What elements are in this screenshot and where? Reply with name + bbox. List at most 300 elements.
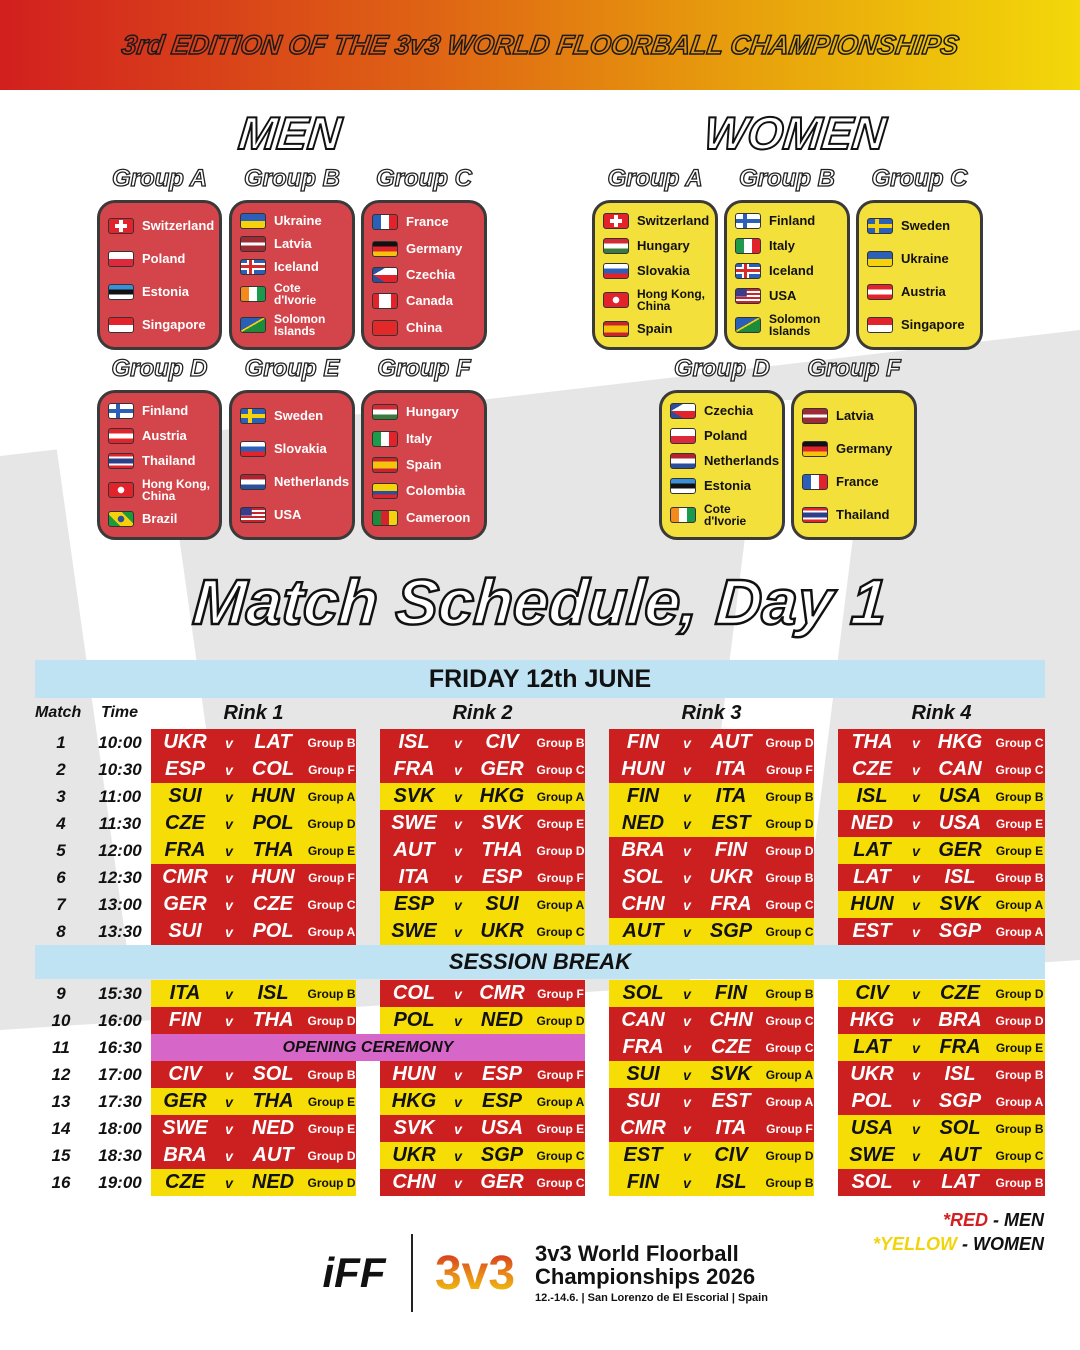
home-team: LAT [853,1036,891,1058]
match-cell-rink-3 [609,783,814,810]
away-team: FRA [710,893,752,915]
match-group: Group E [307,1094,356,1109]
match-cell-rink-4 [838,1142,1045,1169]
team-entry [867,284,972,300]
match-group: Group C [765,1013,814,1028]
rink-1-header: Rink 1 [223,702,284,724]
team-entry [240,507,344,523]
match-cell-rink-1 [151,729,356,756]
versus: v [912,1066,920,1083]
versus: v [683,923,691,940]
versus: v [225,1012,233,1029]
away-team: ITA [715,785,747,807]
match-time: 17:00 [98,1065,142,1084]
match-time: 15:30 [98,984,142,1003]
match-cell-rink-4 [838,1007,1045,1034]
team-entry [802,474,906,490]
match-group: Group F [308,870,355,885]
flag-brazil-icon [108,511,134,527]
versus: v [225,1093,233,1110]
match-group: Group C [307,897,356,912]
away-team: CZE [253,893,293,915]
match-group: Group A [307,789,356,804]
match-group: Group C [995,1148,1044,1163]
versus: v [454,1174,462,1191]
home-team: UKR [163,731,207,753]
match-group: Group F [308,762,355,777]
flag-spain-icon [603,321,629,337]
home-team: CZE [165,812,205,834]
match-cell-rink-1 [151,980,356,1007]
women-group-group-d-label: Group D [674,355,770,382]
versus: v [454,869,462,886]
versus: v [912,869,920,886]
match-group: Group B [995,870,1044,885]
match-group: Group A [995,924,1044,939]
team-name: Estonia [142,283,189,299]
away-team: THA [481,839,523,861]
team-name: Thailand [836,506,890,522]
match-cell-rink-1 [151,891,356,918]
away-team: SOL [939,1117,981,1139]
versus: v [912,815,920,832]
team-entry [603,263,707,279]
match-group: Group A [995,897,1044,912]
flag-switzerland-icon [603,213,629,229]
match-group: Group D [536,1013,585,1028]
home-team: GER [163,893,207,915]
team-name: Ukraine [274,212,322,228]
away-team: SGP [480,1144,524,1166]
match-number: 6 [56,868,66,887]
flag-czechia-icon [372,267,398,283]
away-team: SGP [938,1090,982,1112]
team-name: Hong Kong, China [142,476,210,503]
legend-men: *RED - MEN [942,1210,1044,1230]
versus: v [912,1039,920,1056]
date-bar [35,660,1045,698]
match-cell-rink-2 [380,1061,585,1088]
schedule-title: Match Schedule, Day 1 [190,566,890,638]
team-name: Switzerland [637,213,710,229]
versus: v [683,1093,691,1110]
home-team: CHN [392,1171,436,1193]
match-group: Group C [536,1148,585,1163]
away-team: THA [252,1090,294,1112]
away-team: SUI [485,893,519,915]
match-cell-rink-2 [380,1007,585,1034]
men-group-group-a-label: Group A [111,165,208,192]
match-cell-rink-3 [609,1115,814,1142]
team-entry [735,213,839,229]
match-time: 13:30 [98,922,142,941]
away-team: HUN [251,866,295,888]
versus: v [454,985,462,1002]
match-number: 3 [56,787,66,806]
team-entry [240,473,350,490]
home-team: FIN [626,1171,660,1193]
home-team: SUI [168,920,202,942]
versus: v [683,815,691,832]
versus: v [912,761,920,778]
match-cell-rink-1 [151,1007,356,1034]
team-name: Brazil [142,510,178,526]
match-time: 16:00 [98,1011,142,1030]
match-number: 14 [51,1119,71,1138]
event-name-line2: Championships 2026 [535,1264,756,1289]
flag-austria-icon [867,284,893,300]
match-group: Group D [307,1175,356,1190]
men-group-e-box [229,390,355,540]
team-name: Finland [769,213,816,229]
match-number: 5 [56,841,66,860]
match-cell-rink-4 [838,837,1045,864]
team-name: France [836,473,879,489]
match-cell-rink-2 [380,1115,585,1142]
away-team: UKR [480,920,524,942]
home-team: POL [393,1009,435,1031]
women-group-c-box [856,200,983,350]
versus: v [225,869,233,886]
match-cell-rink-1 [151,1142,356,1169]
team-name: Netherlands [704,452,780,468]
flag-hungary-icon [603,238,629,254]
versus: v [454,842,462,859]
versus: v [683,1120,691,1137]
team-name: Austria [142,428,187,444]
match-cell-rink-1 [151,1115,356,1142]
match-group: Group A [765,1067,814,1082]
iff-logo: iFF [322,1249,386,1296]
team-entry [372,483,476,499]
home-team: CIV [855,982,889,1004]
match-cell-rink-3 [609,837,814,864]
footer-logos [305,1228,768,1318]
home-team: SUI [626,1063,660,1085]
match-group: Group D [307,1013,356,1028]
versus: v [225,923,233,940]
men-group-group-e-label: Group E [244,355,340,382]
home-team: CMR [162,866,208,888]
match-cell-rink-3 [609,1007,814,1034]
versus: v [912,1012,920,1029]
home-team: FIN [626,785,660,807]
women-title: WOMEN [701,107,889,159]
match-group: Group C [765,1040,814,1055]
flag-china-icon [372,320,398,336]
men-group-b-box [229,200,355,350]
women-group-f-box [791,390,917,540]
away-team: SOL [252,1063,294,1085]
flag-france-icon [802,474,828,490]
rink-3-header: Rink 3 [681,702,742,724]
away-team: ESP [481,1063,523,1085]
home-team: FIN [168,1009,202,1031]
home-team: GER [163,1090,207,1112]
team-name: Cameroon [406,509,471,525]
flag-netherlands-icon [240,474,266,490]
match-time: 10:00 [98,733,142,752]
team-entry [735,288,839,304]
team-entry [670,428,774,444]
away-team: POL [252,920,294,942]
flag-austria-icon [108,428,134,444]
versus: v [225,1174,233,1191]
rink-4-header: Rink 4 [911,702,972,724]
opening-ceremony [151,1034,585,1061]
team-entry [735,313,839,337]
team-entry [372,404,476,420]
team-entry [802,507,906,523]
flag-usa-icon [240,507,266,523]
match-number: 1 [56,733,66,752]
team-entry [108,284,211,300]
away-team: NED [480,1009,524,1031]
match-time: 11:30 [98,814,142,833]
top-banner [0,0,1080,90]
away-team: FRA [939,1036,981,1058]
team-name: China [406,319,443,335]
match-cell-rink-2 [380,1142,585,1169]
flag-netherlands-icon [670,453,696,469]
team-name: Czechia [406,266,456,282]
match-cell-rink-3 [609,980,814,1007]
team-name: France [406,214,449,230]
flag-solomon-islands-icon [240,317,266,333]
team-entry [240,282,344,306]
match-time: 12:30 [98,868,142,887]
match-group: Group B [536,735,585,750]
versus: v [912,734,920,751]
match-group: Group C [995,762,1044,777]
team-entry [108,428,211,444]
versus: v [912,896,920,913]
match-group: Group D [995,1013,1044,1028]
team-name: Thailand [142,452,196,468]
team-name: Cote d'Ivorie [704,501,747,528]
women-group-group-a-label: Group A [607,165,703,192]
home-team: THA [851,731,893,753]
match-group: Group A [536,897,585,912]
match-group: Group A [307,924,356,939]
match-cell-rink-3 [609,1034,814,1061]
match-cell-rink-4 [838,918,1045,945]
women-group-group-b-label: Group B [739,165,835,192]
match-group: Group C [536,924,585,939]
team-name: Iceland [769,262,814,278]
team-entry [867,218,972,234]
session-break-label: SESSION BREAK [448,949,632,974]
team-entry [372,241,476,257]
match-cell-rink-2 [380,729,585,756]
team-entry [108,217,215,234]
match-group: Group B [995,789,1044,804]
away-team: THA [252,1009,294,1031]
session-break-bar [35,945,1045,979]
match-group: Group C [536,762,585,777]
team-entry [735,263,839,279]
team-name: Canada [406,293,453,309]
flag-estonia-icon [670,478,696,494]
match-group: Group B [765,986,814,1001]
match-group: Group B [307,1067,356,1082]
match-cell-rink-3 [609,756,814,783]
flag-poland-icon [108,251,134,267]
home-team: CIV [168,1063,202,1085]
team-entry [108,403,211,419]
home-team: SWE [391,812,437,834]
match-group: Group B [995,1067,1044,1082]
match-cell-rink-3 [609,810,814,837]
versus: v [912,1120,920,1137]
match-group: Group F [766,762,813,777]
match-group: Group D [536,843,585,858]
match-group: Group D [307,816,356,831]
team-entry [372,510,476,526]
match-group: Group B [307,735,356,750]
opening-ceremony-label: OPENING CEREMONY [282,1038,454,1056]
team-name: Solomon Islands [274,312,326,339]
match-cell-rink-3 [609,1061,814,1088]
versus: v [912,923,920,940]
match-number: 15 [51,1146,71,1165]
match-group: Group D [307,1148,356,1163]
flag-thailand-icon [108,453,134,469]
team-name: Finland [142,403,189,419]
match-group: Group B [995,1121,1044,1136]
away-team: LAT [254,731,292,753]
home-team: SVK [393,1117,435,1139]
away-team: AUT [710,731,752,753]
match-cell-rink-3 [609,1142,814,1169]
versus: v [454,1066,462,1083]
versus: v [912,1174,920,1191]
team-name: Cote d'Ivorie [274,281,317,308]
away-team: USA [938,785,982,807]
home-team: EST [623,1144,663,1166]
away-team: EST [711,812,751,834]
team-entry [240,408,344,424]
team-entry [372,214,476,230]
away-team: CHN [709,1009,753,1031]
men-group-a-box [97,200,222,350]
versus: v [683,1012,691,1029]
flag-solomon-islands-icon [735,317,761,333]
home-team: SWE [162,1117,208,1139]
home-team: LAT [853,839,891,861]
versus: v [225,842,233,859]
team-entry [603,238,707,254]
home-team: HKG [391,1090,437,1112]
color-legend [873,1208,1044,1256]
home-team: CZE [165,1171,205,1193]
3v3-logo: 3v3 [425,1246,525,1301]
team-name: Estonia [704,477,751,493]
match-number: 12 [51,1065,71,1084]
home-team: SOL [622,982,664,1004]
team-entry [108,478,211,502]
flag-italy-icon [735,238,761,254]
home-team: POL [851,1090,893,1112]
away-team: GER [938,839,982,861]
versus: v [683,869,691,886]
team-name: Spain [406,456,442,472]
versus: v [683,1174,691,1191]
team-name: Colombia [406,483,466,499]
match-number: 10 [51,1011,71,1030]
home-team: HUN [621,758,665,780]
match-group: Group C [995,735,1044,750]
flag-cameroon-icon [372,510,398,526]
team-entry [240,259,344,275]
away-team: HKG [937,731,983,753]
match-cell-rink-4 [838,1088,1045,1115]
match-group: Group E [536,816,585,831]
versus: v [225,1120,233,1137]
flag-ukraine-icon [867,251,893,267]
flag-usa-icon [735,288,761,304]
flag-colombia-icon [372,483,398,499]
match-time: 17:30 [98,1092,142,1111]
versus: v [912,842,920,859]
home-team: CHN [621,893,665,915]
flag-latvia-icon [802,408,828,424]
home-team: UKR [392,1144,436,1166]
away-team: ITA [715,1117,747,1139]
versus: v [683,1147,691,1164]
away-team: POL [252,812,294,834]
banner-title: 3rd EDITION OF THE 3v3 WORLD FLOORBALL CHAMPIONSHIPS [119,29,961,60]
match-cell-rink-1 [151,1061,356,1088]
team-name: Italy [769,238,796,254]
match-cell-rink-4 [838,1034,1045,1061]
match-group: Group E [307,843,356,858]
match-group: Group E [536,1121,585,1136]
match-cell-rink-3 [609,864,814,891]
match-header: Match [35,704,82,721]
match-cell-rink-1 [151,810,356,837]
match-cell-rink-2 [380,783,585,810]
match-group: Group A [536,789,585,804]
home-team: ESP [164,758,206,780]
team-entry [240,236,344,252]
home-team: SOL [622,866,664,888]
legend-women: *YELLOW - WOMEN [873,1234,1044,1254]
team-name: Poland [142,250,186,266]
team-entry [372,267,476,283]
match-time: 16:30 [98,1038,142,1057]
match-cell-rink-2 [380,1169,585,1196]
away-team: ISL [715,1171,747,1193]
match-cell-rink-3 [609,891,814,918]
men-group-group-b-label: Group B [244,165,340,192]
flag-italy-icon [372,431,398,447]
match-cell-rink-2 [380,756,585,783]
home-team: CZE [852,758,892,780]
team-entry [603,321,707,337]
home-team: LAT [853,866,891,888]
home-team: USA [850,1117,894,1139]
team-entry [603,213,710,229]
team-entry [670,452,780,469]
match-group: Group B [765,870,814,885]
away-team: UKR [709,866,753,888]
team-entry [802,441,906,457]
match-cell-rink-4 [838,864,1045,891]
women-group-a-box [592,200,718,350]
versus: v [454,788,462,805]
home-team: FRA [164,839,206,861]
